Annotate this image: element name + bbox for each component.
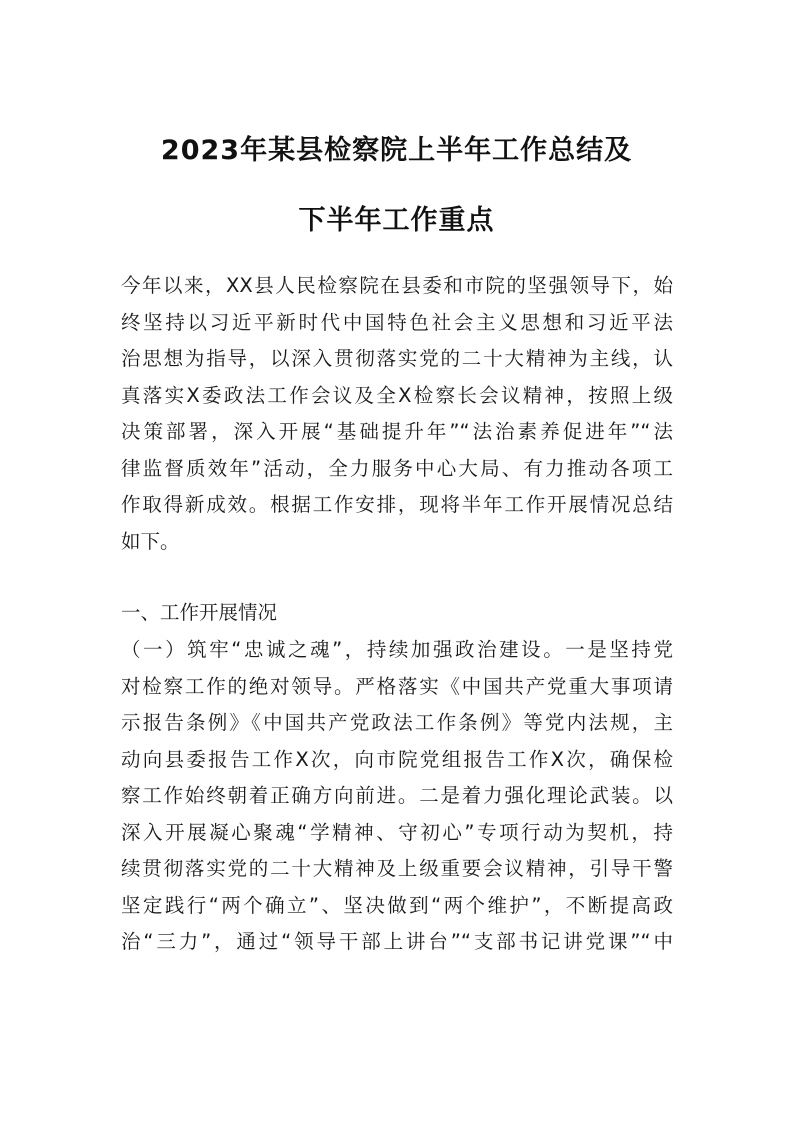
document-title-line-2: 下半年工作重点	[298, 205, 495, 236]
section-heading: 一、工作开展情况	[121, 601, 278, 624]
intro-paragraph	[121, 268, 673, 560]
section-paragraph	[121, 632, 673, 961]
section-line: 治“三力”，通过“领导干部上讲台”“支部书记讲党课”“中	[121, 930, 673, 953]
section-line: （一）筑牢“忠诚之魂”，持续加强政治建设。一是坚持党	[121, 638, 673, 661]
section-line: 深入开展凝心聚魂“学精神、守初心”专项行动为契机，持	[121, 820, 673, 844]
intro-line: 终坚持以习近平新时代中国特色社会主义思想和习近平法	[121, 310, 673, 334]
intro-line: 律监督质效年”活动，全力服务中心大局、有力推动各项工	[121, 456, 673, 480]
intro-line: 作取得新成效。根据工作安排，现将半年工作开展情况总结	[121, 493, 673, 516]
section-line: 动向县委报告工作X次，向市院党组报告工作X次，确保检	[121, 747, 673, 771]
section-line: 续贯彻落实党的二十大精神及上级重要会议精神，引导干警	[121, 857, 673, 880]
intro-line: 治思想为指导，以深入贯彻落实党的二十大精神为主线，认	[121, 347, 673, 370]
intro-line: 今年以来，XX县人民检察院在县委和市院的坚强领导下，始	[121, 274, 673, 297]
intro-line: 决策部署，深入开展“基础提升年”“法治素养促进年”“法	[121, 420, 673, 443]
intro-line: 真落实X委政法工作会议及全X检察长会议精神，按照上级	[121, 383, 673, 407]
section-line: 坚定践行“两个确立”、坚决做到“两个维护”，不断提高政	[121, 893, 673, 917]
section-line: 示报告条例》《中国共产党政法工作条例》等党内法规，主	[121, 711, 673, 734]
document-title-line-1: 2023年某县检察院上半年工作总结及	[160, 135, 633, 166]
section-line: 察工作始终朝着正确方向前进。二是着力强化理论武装。以	[121, 784, 673, 807]
section-line: 对检察工作的绝对领导。严格落实《中国共产党重大事项请	[121, 674, 673, 698]
intro-line: 如下。	[121, 529, 180, 553]
